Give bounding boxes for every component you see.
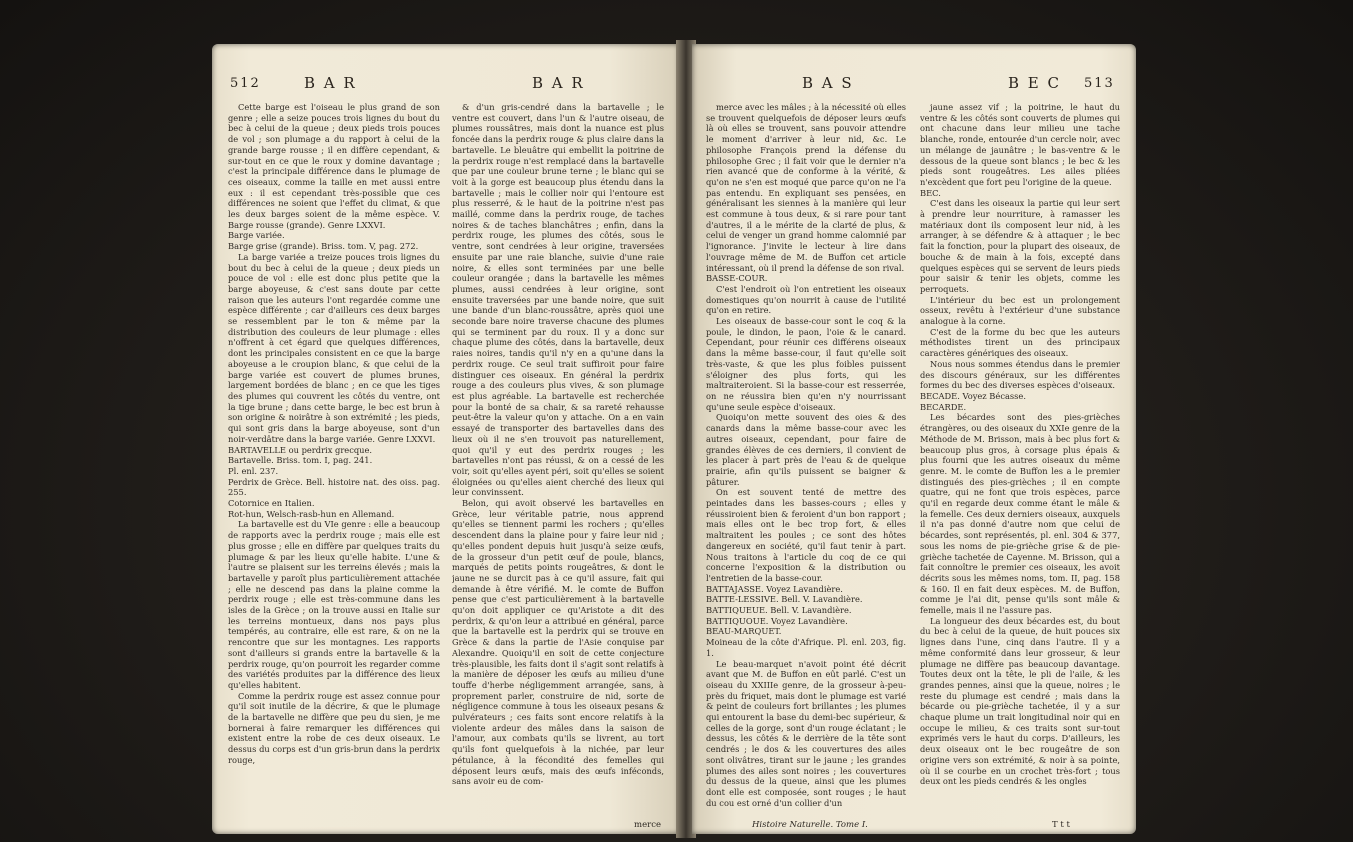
paragraph: C'est l'endroit où l'on entretient les oiseaux domestiques qu'on nourrit à cause de l'utilité qu'on en retire. (706, 283, 906, 316)
paragraph: On est souvent tenté de mettre des peintades dans les basses-cours ; elles y réussiroient bien & feroient d'un bon rapport ; mais elles ont le bec trop fort, & elles maltraitent les poules ; ce sont des hôtes dangereux en société, qu'il faut tenir à part. Nous traitons à l'article du coq de ce qui concerne l'exposition & la distribution ou l'entretien de la basse-cour. (706, 487, 906, 583)
paragraph: Les bécardes sont des pies-grièches étrangères, ou des oiseaux du XXIe genre de la Méthode de M. Brisson, mais à bec plus fort & beaucoup plus gros, à corsage plus épais & plus fourni que les autres oiseaux du même genre. M. le comte de Buffon les a le premier distingués des pies-grièches ; il en compte quatre, qui ne font que trois espèces, parce qu'il en regarde deux comme étant le mâle & la femelle. Ces deux derniers oiseaux, auxquels il n'a pas donné d'autre nom que celui de bécardes, sont représentés, pl. enl. 304 & 377, sous les noms de pie-grièche grise & de pie-grièche tachetée de Cayenne. M. Brisson, qui a fait connoître le premier ces oiseaux, les avoit décrits sous les mêmes noms, tom. II, pag. 158 & 160. Il en fait deux espèces. M. de Buffon, comme je l'ai dit, pense qu'ils sont mâle & femelle, mais il ne l'assure pas. (920, 412, 1120, 616)
paragraph: BARTAVELLE ou perdrix grecque. (228, 444, 373, 455)
paragraph: Perdrix de Grèce. Bell. histoire nat. des oiss. pag. 255. (228, 476, 440, 498)
paragraph: BECARDE. (920, 401, 967, 412)
paragraph: & d'un gris-cendré dans la bartavelle ; le ventre est couvert, dans l'un & l'autre oiseau, de plumes roussâtres, mais dont la nuance est plus foncée dans la perdrix rouge & plus claire dans la bartavelle. Le bleuâtre qui embellit la poitrine de la perdrix rouge n'est remplacé dans la bartavelle que par une couleur brune terne ; le blanc qui se voit à la gorge est beaucoup plus étendu dans la bartavelle ; mais le collier noir qui l'entoure est plus resserré, & le haut de la poitrine n'est pas maillé, comme dans la perdrix rouge, de taches noires & de taches blanchâtres ; enfin, dans la perdrix rouge, les plumes des côtés, sous le ventre, sont cendrées à leur origine, traversées ensuite par une raie blanche, suivie d'une raie noire, & elles sont terminées par une belle couleur orangée ; dans la bartavelle les mêmes plumes, aussi cendrées à leur origine, sont ensuite traversées par une bande noire, que suit une bande d'un blanc-roussâtre, après quoi une seconde bare noire traverse chacune des plumes qui se terminent par du roux. Il y a donc sur chaque plume des côtés, dans la bartavelle, deux raies noires, tandis qu'il n'y en a qu'une dans la perdrix rouge. Ce seul trait suffiroit pour faire distinguer ces oiseaux. En général la perdrix rouge a des couleurs plus vives, & son plumage est plus agréable. La bartavelle est recherchée pour la bonté de sa chair, & sa rareté rehausse peut-être la valeur qu'on y attache. On a en vain essayé de transporter des bartavelles dans des lieux où il ne s'en trouvoit pas naturellement, quoi qu'il y eut des perdrix rouges ; les bartavelles n'ont pas réussi, & on a cessé de les voir, soit qu'elles ayent péri, soit qu'elles se soient éloignées ou qu'elles aient cherché des lieux qui leur convinssent. (452, 102, 664, 498)
paragraph: C'est de la forme du bec que les auteurs méthodistes tirent un des principaux caractères génériques des oiseaux. (920, 326, 1120, 359)
paragraph: BATTAJASSE. Voyez Lavandière. (706, 583, 843, 594)
paragraph: La longueur des deux bécardes est, du bout du bec à celui de la queue, de huit pouces six lignes dans l'une, cinq dans l'autre. Il y a même conformité dans leur grosseur, & leur plumage ne diffère pas beaucoup davantage. Toutes deux ont la tête, le pli de l'aile, & les grandes pennes, ainsi que la queue, noires ; le reste du plumage est cendré ; mais dans la bécarde ou pie-grièche tachetée, il y a sur chaque plume un trait longitudinal noir qui en occupe le milieu, & ces traits sont sur-tout exprimés vers le haut du corps. D'ailleurs, les deux oiseaux ont le bec rougeâtre de son origine vers son extrémité, & noir à sa pointe, où il se courbe en un crochet très-fort ; tous deux ont les pieds cendrés & les ongles (920, 615, 1120, 787)
right-page-column-1 (706, 102, 906, 812)
page-number: 512 (230, 76, 261, 91)
paragraph: merce avec les mâles ; à la nécessité où elles se trouvent quelquefois de déposer leurs œufs là où elles se trouvent, sans pouvoir attendre le moment d'arriver à leur nid, &c. Le philosophe François prend la défense du philosophe Grec ; il fait voir que le dernier n'a rien avancé que de conforme à la vérité, & qu'on ne s'en est moqué que parce qu'on ne l'a pas entendu. En expliquant ses pensées, en généralisant les siennes à la manière qui leur est commune à tous deux, & si rare pour tant d'autres, il a le mérite de la clarté de plus, & celui de venger un grand homme calomnié par l'ignorance. J'invite le lecteur à lire dans l'ouvrage même de M. de Buffon cet article intéressant, où il prend la défense de son rival. (706, 102, 906, 273)
paragraph: BATTIQUEUE. Bell. V. Lavandière. (706, 605, 852, 616)
paragraph: Moineau de la côte d'Afrique. Pl. enl. 203, fig. 1. (706, 637, 906, 658)
paragraph: La bartavelle est du VIe genre : elle a beaucoup de rapports avec la perdrix rouge ; mais elle est plus grosse ; elle en diffère par quelques traits du plumage & par les lieux qu'elle habite. L'une & l'autre se plaisent sur les terreins élevés ; mais la bartavelle y paroît plus particulièrement attachée ; elle ne descend pas dans la plaine comme la perdrix rouge ; elle est très-commune dans les isles de la Grèce ; on la trouve aussi en Italie sur les terreins montueux, dans nos pays plus tempérés, au contraire, elle est rare, & on ne la rencontre que sur les montagnes. Les rapports sont d'ailleurs si grands entre la bartavelle & la perdrix rouge, qu'on pourroit les regarder comme des variétés produites par la différence des lieux qu'elles habitent. (228, 519, 440, 690)
right-page-column-2 (920, 102, 1120, 812)
page-footer: Histoire Naturelle. Tome I. (752, 820, 868, 830)
right-page (692, 44, 1136, 834)
running-head-left: B A S (802, 74, 854, 92)
paragraph: Barge grise (grande). Briss. tom. V, pag. 272. (228, 241, 419, 252)
paragraph: Les oiseaux de basse-cour sont le coq & la poule, le dindon, le paon, l'oie & le canard. Cependant, pour réunir ces différens oiseaux dans la même basse-cour, il faut qu'elle soit très-vaste, & que les plus foibles puissent s'éloigner des plus forts, qui les maltraiteroient. Si la basse-cour est resserrée, on ne réussira bien qu'en n'y nourrissant qu'une seule espèce d'oiseaux. (706, 316, 906, 412)
left-page-column-1 (228, 102, 440, 826)
paragraph: Rot-hun, Welsch-rasb-hun en Allemand. (228, 508, 395, 519)
paragraph: Belon, qui avoit observé les bartavelles en Grèce, leur véritable patrie, nous apprend qu'elles se tiennent parmi les rochers ; qu'elles descendent dans la plaine pour y faire leur nid ; qu'elles pondent depuis huit jusqu'à seize œufs, de la grosseur d'un petit œuf de poule, blancs, marqués de petits points rougeâtres, & dont le jaune ne se durcit pas à ce qu'il assure, fait qui demande à être vérifié. M. le comte de Buffon pense que c'est particulièrement à la bartavelle qu'on doit appliquer ce qu'Aristote a dit des perdrix, & qu'on leur a attribué en général, parce que la bartavelle est la perdrix qui se trouve en Grèce & dans la partie de l'Asie conquise par Alexandre. Quoiqu'il en soit de cette conjecture très-plausible, les faits dont il s'agit sont relatifs à la manière de déposer les œufs au milieu d'une touffe d'herbe négligemment arrangée, sans, à proprement parler, construire de nid, sorte de négligence commune à tous les oiseaux pesans & pulvérateurs ; ces faits sont encore relatifs à la violente ardeur des mâles dans la saison de l'amour, aux combats qu'ils se livrent, au tort qu'ils font quelquefois à la nichée, par leur pétulance, à la fécondité des femelles qui déposent leurs œufs, mais des œufs inféconds, sans avoir eu de com- (452, 498, 664, 787)
paragraph: BEAU-MARQUET. (706, 626, 782, 637)
paragraph: BATTIQUOUE. Voyez Lavandière. (706, 615, 848, 626)
paragraph: BEC. (920, 187, 941, 198)
running-head-center: B A R (532, 74, 585, 92)
paragraph: BASSE-COUR. (706, 273, 768, 284)
running-head-right: B E C (1008, 74, 1061, 92)
left-page (212, 44, 679, 834)
paragraph: jaune assez vif ; la poitrine, le haut du ventre & les côtés sont couverts de plumes qui ont chacune dans leur milieu une tache blanche, ronde, entourée d'un cercle noir, avec un mélange de jaunâtre ; le bas-ventre & le dessous de la queue sont blancs ; le bec & les pieds sont rougeâtres. Les ailes pliées n'excèdent que fort peu l'origine de la queue. (920, 102, 1120, 187)
paragraph: Quoiqu'on mette souvent des oies & des canards dans la même basse-cour avec les autres oiseaux, cependant, pour faire de grandes élèves de ces derniers, il convient de les placer à part près de l'eau & de quelque prairie, afin qu'ils puissent se baigner & pâturer. (706, 412, 906, 487)
catchword: merce (634, 820, 661, 830)
page-number: 513 (1084, 76, 1115, 91)
signature-mark: T t t (1052, 820, 1070, 830)
paragraph: Comme la perdrix rouge est assez connue pour qu'il soit inutile de la décrire, & que le plumage de la bartavelle ne diffère que peu du sien, je me bornerai à faire remarquer les différences qui existent entre la robe de ces deux oiseaux. Le dessus du corps est d'un gris-brun dans la perdrix rouge, (228, 690, 440, 765)
paragraph: Cette barge est l'oiseau le plus grand de son genre ; elle a seize pouces trois lignes du bout du bec à celui de la queue ; deux pieds trois pouces de vol ; son plumage a du rapport à celui de la grande barge rousse ; il en diffère cependant, & sur-tout en ce que le roux y domine davantage ; c'est la principale différence dans le plumage de ces oiseaux, comme la taille en met aussi entre eux : il est cependant très-possible que ces différences ne soient que l'effet du climat, & que les deux barges soient de la même espèce. V. Barge rousse (grande). Genre LXXVI. (228, 102, 440, 230)
paragraph: BATTE-LESSIVE. Bell. V. Lavandière. (706, 594, 863, 605)
paragraph: Cotornice en Italien. (228, 498, 315, 509)
left-page-header (212, 74, 679, 96)
paragraph: Nous nous sommes étendus dans le premier des discours généraux, sur les différentes formes du bec des diverses espèces d'oiseaux. (920, 358, 1120, 391)
paragraph: Bartavelle. Briss. tom. I, pag. 241. (228, 455, 373, 466)
paragraph: Pl. enl. 237. (228, 465, 279, 476)
paragraph: Le beau-marquet n'avoit point été décrit avant que M. de Buffon en eût parlé. C'est un oiseau du XXIIIe genre, de la grosseur à-peu-près du friquet, mais dont le plumage est varié & peint de couleurs fort brillantes ; les plumes qui entourent la base du demi-bec supérieur, & celles de la gorge, sont d'un rouge éclatant ; le dessus, les côtés & le derrière de la tête sont cendrés ; le dos & les couvertures des ailes sont olivâtres, tirant sur le jaune ; les grandes plumes des ailes sont noires ; les couvertures du dessus de la queue, ainsi que les plumes dont elle est composée, sont rouges ; le haut du cou est orné d'un collier d'un (706, 658, 906, 808)
paragraph: BECADE. Voyez Bécasse. (920, 390, 1026, 401)
paragraph: Barge variée. (228, 230, 285, 241)
right-page-header (692, 74, 1136, 96)
paragraph: L'intérieur du bec est un prolongement osseux, revêtu à l'extérieur d'une substance analogue à la corne. (920, 294, 1120, 327)
paragraph: La barge variée a treize pouces trois lignes du bout du bec à celui de la queue ; deux pieds un pouce de vol : elle est donc plus petite que la barge aboyeuse, & c'est sans doute par cette raison que les auteurs l'ont regardée comme une espèce différente ; car d'ailleurs ces deux barges se ressemblent par le ton & même par la distribution des couleurs de leur plumage : elles n'offrent à cet égard que quelques différences, dont les principales consistent en ce que la barge aboyeuse a le croupion blanc, & que celui de la barge variée est couvert de plumes brunes, largement bordées de blanc ; en ce que les tiges des plumes qui couvrent les côtés du ventre, ont la tige brune ; dans cette barge, le bec est brun à son origine & noirâtre à son extrémité ; les pieds, qui sont gris dans la barge aboyeuse, sont d'un noir-verdâtre dans la barge variée. Genre LXXVI. (228, 251, 440, 444)
running-head: B A R (304, 74, 357, 92)
paragraph: C'est dans les oiseaux la partie qui leur sert à prendre leur nourriture, à ramasser les matériaux dont ils composent leur nid, à les arranger, à se défendre & à attaquer ; le bec fait la fonction, pour la plupart des oiseaux, de bouche & de main à la fois, excepté dans quelques espèces qui se servent de leurs pieds pour saisir & tenir les objets, comme les perroquets. (920, 198, 1120, 294)
left-page-column-2 (452, 102, 664, 826)
